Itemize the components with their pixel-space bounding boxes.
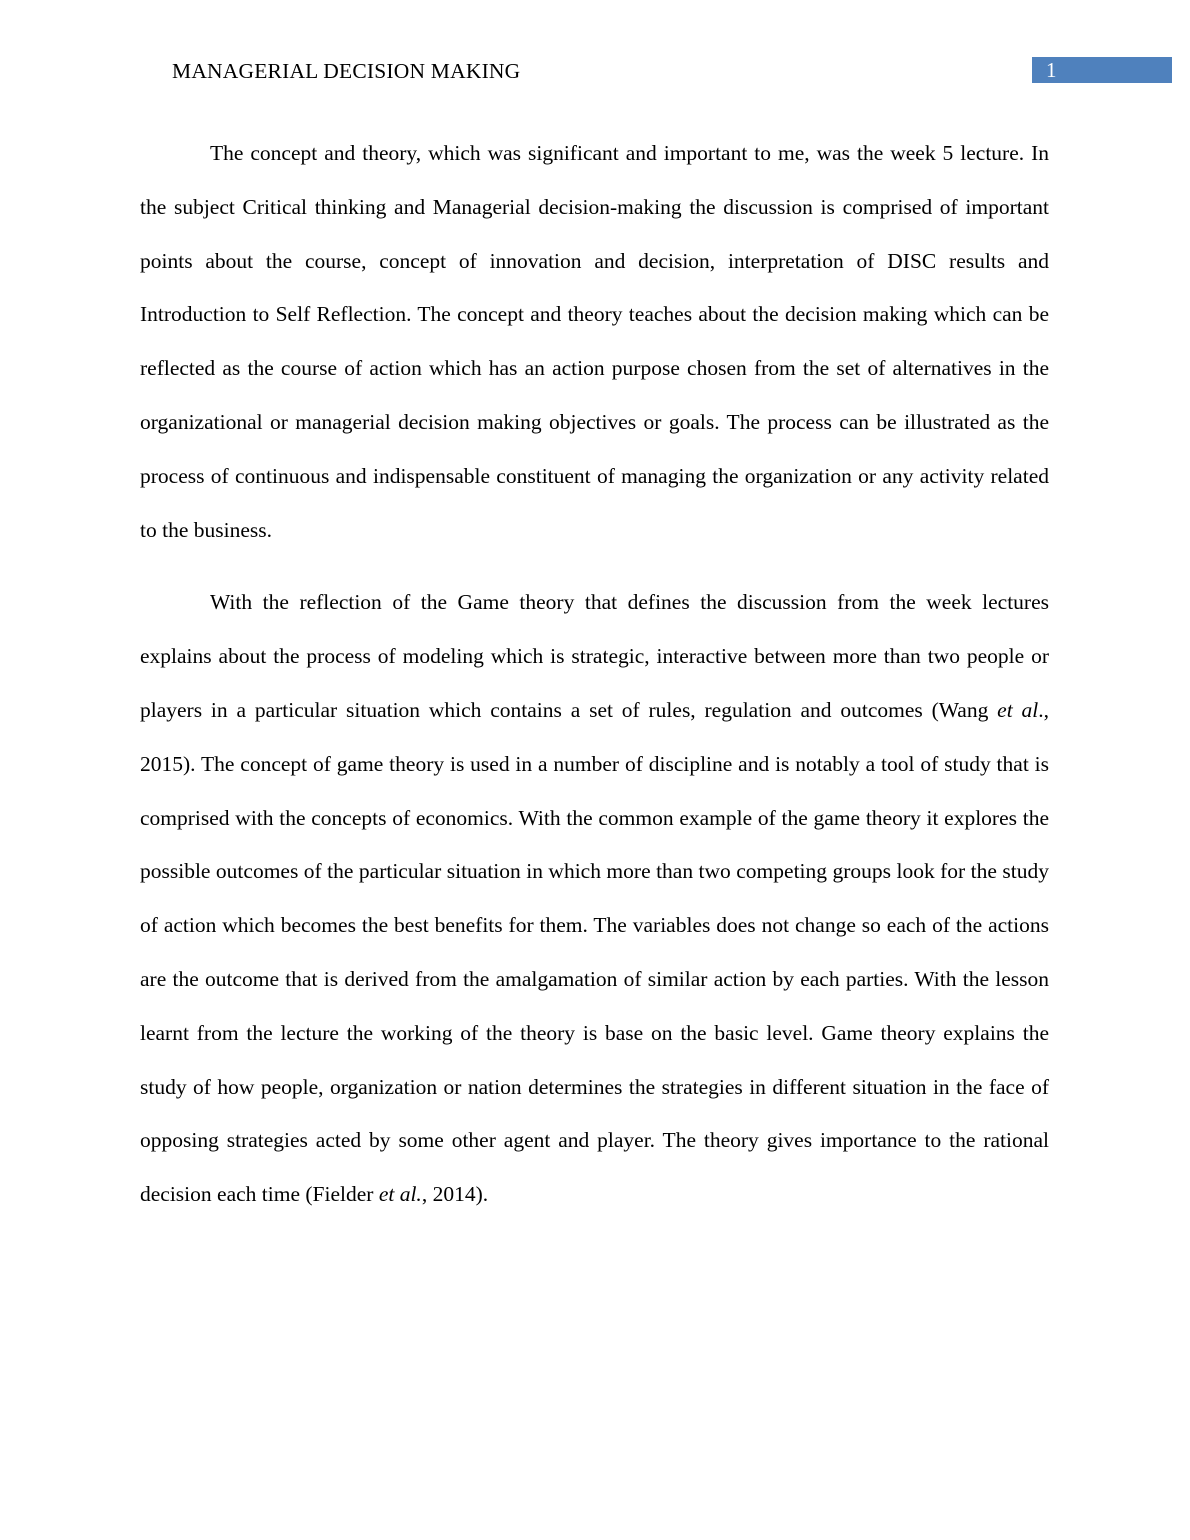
page-number-box: [1032, 57, 1172, 83]
page-number: 1: [1046, 58, 1057, 82]
running-head-title: MANAGERIAL DECISION MAKING: [172, 59, 521, 83]
body-text: [140, 127, 1049, 1222]
paragraph-1: The concept and theory, which was significant and important to me, was the week 5 lecture. In the subject Critical thinking and Managerial decision-making the discussion is comprised of important points about the course, concept of innovation and decision, interpretation of DISC results and Introduction to Self Reflection. The concept and theory teaches about the decision making which can be reflected as the course of action which has an action purpose chosen from the set of alternatives in the organizational or managerial decision making objectives or goals. The process can be illustrated as the process of continuous and indispensable constituent of managing the organization or any activity related to the business.: [140, 141, 1049, 542]
paragraph-2: [140, 576, 1049, 1222]
citation-fielder-et-al: et al.: [378, 1182, 422, 1207]
paragraph-2-text-2: ., 2015). The concept of game theory is used in a number of discipline and is notably a tool of study that is comprised with the concepts of economics. With the common example of the game theory it explores the possible outcomes of the particular situation in which more than two competing groups look for the study of action which becomes the best benefits for them. The variables does not change so each of the actions are the outcome that is derived from the amalgamation of similar action by each parties. With the lesson learnt from the lecture the working of the theory is base on the basic level. Game theory explains the study of how people, organization or nation determines the strategies in different situation in the face of opposing strategies acted by some other agent and player. The theory gives importance to the rational decision each time (Fielder: [140, 697, 1049, 1207]
paragraph-2-text-3: , 2014).: [421, 1182, 489, 1207]
paragraph-2-text-1: With the reflection of the Game theory that defines the discussion from the week lectures explains about the process of modeling which is strategic, interactive between more than two people or players in a particular situation which contains a set of rules, regulation and outcomes (Wang: [140, 590, 1049, 722]
citation-wang-et-al: et al: [997, 697, 1039, 722]
